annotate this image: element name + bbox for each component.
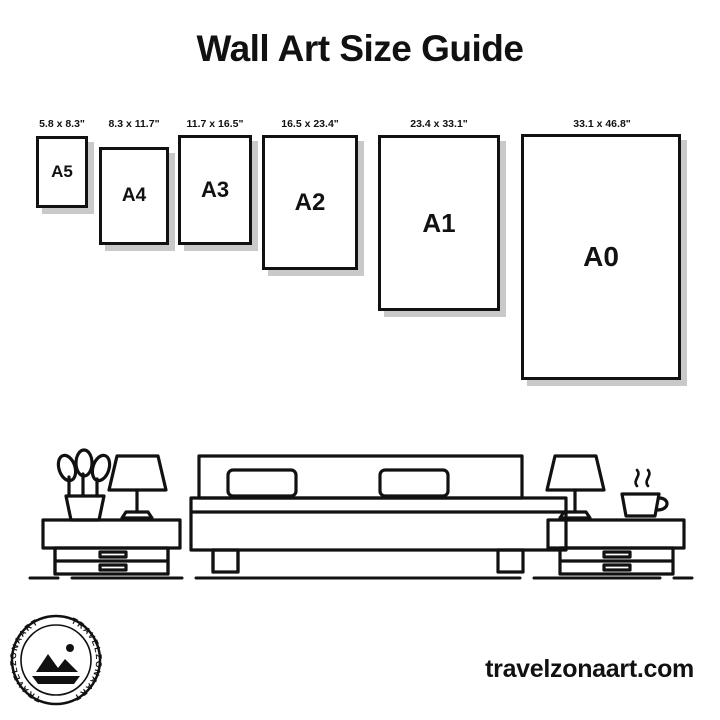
frame-box-a1 [378,135,500,311]
bed [191,456,566,572]
left-table-lamp [109,456,166,518]
frame-name-a5: A5 [51,162,73,181]
frame-box-a0 [521,134,681,380]
frame-box-a5 [36,136,88,208]
logo-text-bottom: TRAVELZONAART [8,616,43,705]
bedroom-scene [0,378,720,608]
right-table-lamp [547,456,604,518]
frame-dimensions-a0: 33.1 x 46.8" [573,118,631,130]
mountain-icon [32,644,80,684]
frame-box-a2 [262,135,358,270]
coffee-cup [622,470,667,516]
frame-dimensions-a3: 11.7 x 16.5" [186,118,244,130]
frame-box-a4 [99,147,169,245]
page-title: Wall Art Size Guide [196,28,524,69]
frame-name-a4: A4 [121,185,147,206]
frame-box-a3 [178,135,252,245]
left-nightstand [43,520,180,574]
vase-with-flowers [55,450,112,520]
frame-name-a1: A1 [422,207,456,238]
right-nightstand [548,520,684,574]
frame-dimensions-a5: 5.8 x 8.3" [39,118,85,130]
logo-text-top: TRAVELZONAART [69,615,104,704]
frame-dimensions-a4: 8.3 x 11.7" [108,118,160,130]
brand-logo [8,612,104,708]
frame-name-a3: A3 [200,177,230,202]
frame-name-a0: A0 [583,241,619,272]
website-url: travelzonaart.com [485,655,694,683]
frame-name-a2: A2 [294,188,326,216]
frame-dimensions-a2: 16.5 x 23.4" [281,118,339,130]
frame-dimensions-a1: 23.4 x 33.1" [410,118,468,130]
